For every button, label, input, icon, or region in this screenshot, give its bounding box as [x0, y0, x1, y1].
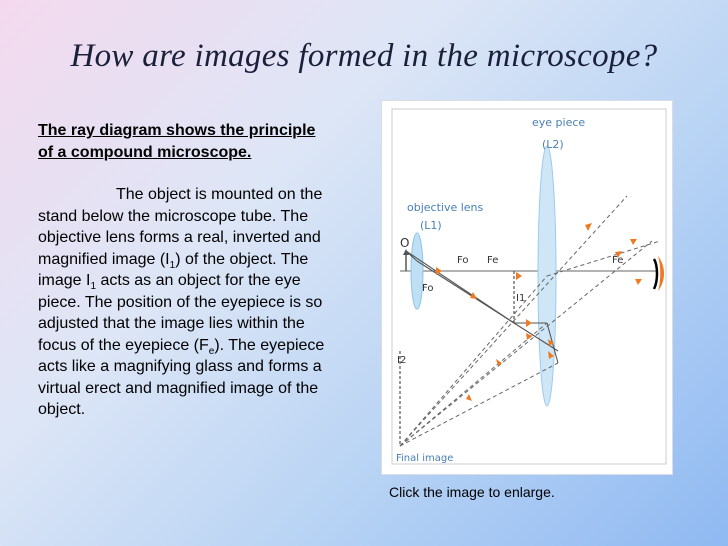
- ray-virtual-2: [400, 196, 627, 446]
- eyepiece-sublabel: (L2): [542, 138, 564, 151]
- ray-virtual-5: [400, 363, 558, 446]
- eye-outline: [654, 259, 657, 289]
- ray-virtual-3: [400, 323, 547, 446]
- i2-label: I2: [397, 355, 407, 366]
- ray-diagram: [382, 101, 672, 474]
- fo-label-top: Fo: [457, 255, 469, 266]
- objective-lens-sublabel: (L1): [420, 219, 442, 232]
- body-text-part3: acts as an object for the eye piece. The position of the eyepiece is so adjusted that the image lies within the focus of the eyepiece (F: [38, 272, 323, 354]
- object-label: O: [400, 236, 410, 250]
- final-image-label: Final image: [396, 453, 454, 464]
- objective-lens-label: objective lens: [407, 201, 484, 214]
- eye-icon: [658, 256, 664, 291]
- body-paragraph: [38, 184, 328, 421]
- ray-diagram-image[interactable]: [381, 100, 673, 475]
- enlarge-caption[interactable]: Click the image to enlarge.: [389, 484, 555, 500]
- body-sub-2: 1: [90, 281, 97, 293]
- fe-label-right: Fe: [612, 255, 624, 266]
- eyepiece-label: eye piece: [532, 116, 586, 129]
- body-sub-1: 1: [169, 259, 176, 271]
- description-text: [38, 120, 328, 421]
- slide-title: How are images formed in the microscope?: [70, 38, 658, 74]
- fe-label-top: Fe: [487, 255, 499, 266]
- fo-label-bottom: Fo: [422, 283, 434, 294]
- body-text-part4: ). The eyepiece acts like a magnifying glass and forms a virtual erect and magnified image of the object.: [38, 336, 325, 418]
- objective-lens: [411, 233, 423, 309]
- lead-paragraph: The ray diagram shows the principle of a compound microscope.: [38, 122, 316, 161]
- body-text-part1: The object is mounted on the stand below the microscope tube. The objective lens forms a real, inverted and magnified image (I: [38, 186, 323, 268]
- i1-label: I1: [516, 293, 526, 304]
- body-sub-3: e: [208, 345, 215, 357]
- body-text-part2: ) of the object. The image I: [38, 250, 309, 289]
